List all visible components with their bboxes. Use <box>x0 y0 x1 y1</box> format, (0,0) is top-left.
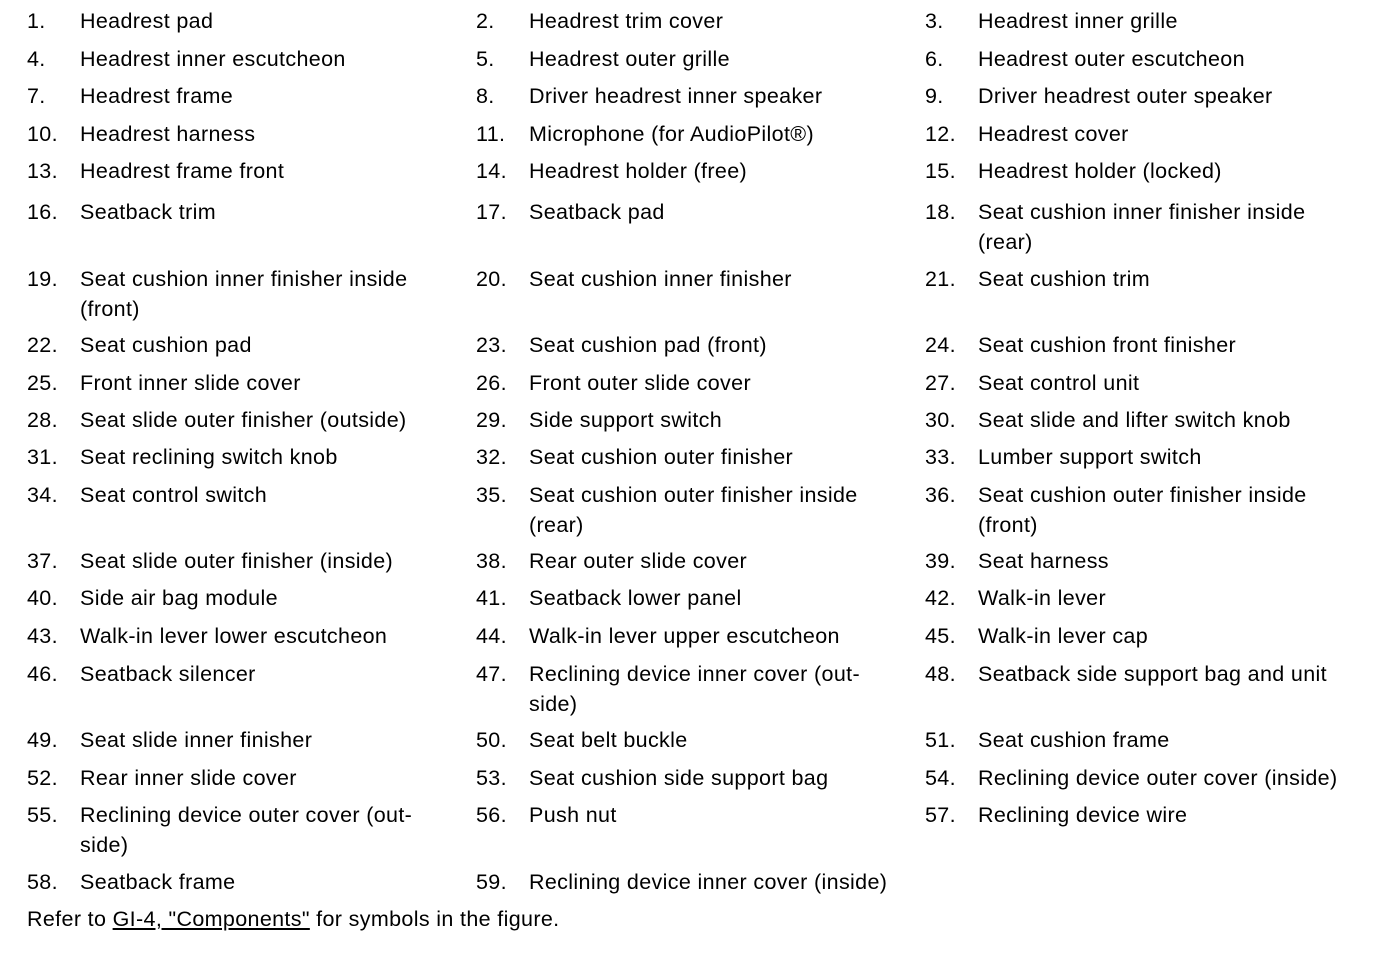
legend-item-number: 2. <box>476 9 495 33</box>
legend-item-number: 54. <box>925 766 956 790</box>
legend-item-number: 46. <box>27 662 58 686</box>
legend-item-number: 7. <box>27 84 46 108</box>
legend-item-number: 4. <box>27 47 46 71</box>
legend-item-label: Driver headrest outer speaker <box>978 84 1273 108</box>
legend-item-label: Reclining device inner cover (inside) <box>529 870 888 894</box>
legend-item-label: Walk-in lever <box>978 586 1106 610</box>
legend-item-number: 35. <box>476 483 507 507</box>
legend-item-number: 20. <box>476 267 507 291</box>
legend-item-label: Front inner slide cover <box>80 371 301 395</box>
legend-item-number: 41. <box>476 586 507 610</box>
legend-item-number: 52. <box>27 766 58 790</box>
legend-item-label: Seat cushion inner finisher inside (front) <box>80 267 408 321</box>
legend-item-label: Seatback side support bag and unit <box>978 662 1327 686</box>
legend-item-number: 38. <box>476 549 507 573</box>
legend-item-label: Front outer slide cover <box>529 371 751 395</box>
legend-item-label: Seat slide inner finisher <box>80 728 313 752</box>
legend-item-label: Microphone (for AudioPilot®) <box>529 122 814 146</box>
legend-item-label: Headrest pad <box>80 9 214 33</box>
legend-item-number: 28. <box>27 408 58 432</box>
legend-item-label: Seat harness <box>978 549 1109 573</box>
legend-item-number: 22. <box>27 333 58 357</box>
legend-item-label: Seat belt buckle <box>529 728 688 752</box>
legend-item-number: 25. <box>27 371 58 395</box>
legend-item-number: 58. <box>27 870 58 894</box>
legend-item-number: 31. <box>27 445 58 469</box>
legend-item-number: 14. <box>476 159 507 183</box>
legend-item-label: Seat cushion outer finisher inside (front) <box>978 483 1307 537</box>
legend-item-label: Seatback trim <box>80 200 216 224</box>
legend-item-label: Reclining device wire <box>978 803 1188 827</box>
legend-item-number: 23. <box>476 333 507 357</box>
legend-item-number: 15. <box>925 159 956 183</box>
legend-item-label: Headrest outer grille <box>529 47 730 71</box>
legend-item-number: 32. <box>476 445 507 469</box>
legend-item-number: 57. <box>925 803 956 827</box>
legend-item-number: 29. <box>476 408 507 432</box>
legend-item-number: 33. <box>925 445 956 469</box>
legend-item-label: Headrest cover <box>978 122 1129 146</box>
legend-item-label: Headrest trim cover <box>529 9 724 33</box>
legend-item-number: 11. <box>476 122 506 146</box>
legend-item-number: 55. <box>27 803 58 827</box>
legend-item-label: Seat cushion trim <box>978 267 1151 291</box>
legend-item-number: 21. <box>925 267 956 291</box>
legend-item-label: Seat reclining switch knob <box>80 445 338 469</box>
legend-item-number: 42. <box>925 586 956 610</box>
legend-item-number: 40. <box>27 586 58 610</box>
legend-item-label: Side air bag module <box>80 586 278 610</box>
legend-item-label: Side support switch <box>529 408 723 432</box>
legend-item-number: 26. <box>476 371 507 395</box>
legend-item-label: Seat cushion front finisher <box>978 333 1237 357</box>
legend-item-number: 39. <box>925 549 956 573</box>
legend-item-label: Seat cushion pad <box>80 333 252 357</box>
legend-item-label: Seat control unit <box>978 371 1140 395</box>
legend-item-number: 5. <box>476 47 495 71</box>
legend-item-label: Seat cushion inner finisher <box>529 267 792 291</box>
legend-item-label: Seat cushion side support bag <box>529 766 829 790</box>
legend-item-number: 10. <box>27 122 58 146</box>
legend-item-label: Push nut <box>529 803 617 827</box>
legend-item-number: 13. <box>27 159 58 183</box>
legend-item-label: Seat slide outer finisher (outside) <box>80 408 407 432</box>
legend-item-label: Seatback pad <box>529 200 665 224</box>
legend-item-number: 34. <box>27 483 58 507</box>
legend-item-number: 59. <box>476 870 507 894</box>
legend-item-number: 1. <box>27 9 46 33</box>
legend-item-number: 27. <box>925 371 956 395</box>
legend-item-number: 44. <box>476 624 507 648</box>
legend-item-label: Reclining device inner cover (out- side) <box>529 662 860 716</box>
legend-item-label: Seat cushion outer finisher <box>529 445 794 469</box>
legend-item-number: 19. <box>27 267 58 291</box>
legend-item-label: Headrest frame <box>80 84 234 108</box>
legend-item-label: Seat control switch <box>80 483 268 507</box>
legend-item-label: Headrest frame front <box>80 159 285 183</box>
legend-item-number: 51. <box>925 728 956 752</box>
legend-item-label: Headrest inner escutcheon <box>80 47 346 71</box>
legend-item-number: 6. <box>925 47 944 71</box>
legend-item-number: 3. <box>925 9 944 33</box>
legend-item-label: Lumber support switch <box>978 445 1202 469</box>
legend-item-number: 9. <box>925 84 944 108</box>
legend-item-label: Seatback silencer <box>80 662 256 686</box>
legend-item-label: Headrest harness <box>80 122 256 146</box>
legend-item-label: Walk-in lever upper escutcheon <box>529 624 840 648</box>
legend-item-label: Headrest holder (free) <box>529 159 748 183</box>
legend-item-number: 12. <box>925 122 956 146</box>
legend-item-number: 37. <box>27 549 58 573</box>
legend-item-number: 53. <box>476 766 507 790</box>
legend-item-label: Reclining device outer cover (out- side) <box>80 803 413 857</box>
legend-item-number: 48. <box>925 662 956 686</box>
legend-item-number: 16. <box>27 200 58 224</box>
legend-item-number: 47. <box>476 662 507 686</box>
reference-note-prefix: Refer to <box>27 907 113 931</box>
legend-item-label: Headrest inner grille <box>978 9 1178 33</box>
legend-item-number: 30. <box>925 408 956 432</box>
legend-item-label: Reclining device outer cover (inside) <box>978 766 1338 790</box>
legend-item-label: Walk-in lever lower escutcheon <box>80 624 388 648</box>
legend-item-label: Seat slide and lifter switch knob <box>978 408 1291 432</box>
legend-item-label: Seat slide outer finisher (inside) <box>80 549 394 573</box>
legend-item-label: Seatback frame <box>80 870 236 894</box>
legend-item-label: Seat cushion inner finisher inside (rear) <box>978 200 1306 254</box>
legend-item-number: 24. <box>925 333 956 357</box>
legend-item-number: 17. <box>476 200 507 224</box>
legend-item-number: 36. <box>925 483 956 507</box>
legend-item-label: Rear inner slide cover <box>80 766 297 790</box>
legend-item-number: 8. <box>476 84 495 108</box>
legend-item-number: 50. <box>476 728 507 752</box>
legend-item-label: Seat cushion pad (front) <box>529 333 767 357</box>
legend-item-number: 43. <box>27 624 58 648</box>
legend-item-number: 49. <box>27 728 58 752</box>
legend-item-label: Seat cushion outer finisher inside (rear) <box>529 483 858 537</box>
legend-item-number: 18. <box>925 200 956 224</box>
legend-item-label: Seatback lower panel <box>529 586 742 610</box>
legend-item-label: Headrest outer escutcheon <box>978 47 1245 71</box>
legend-item-label: Rear outer slide cover <box>529 549 748 573</box>
reference-note-suffix: for symbols in the figure. <box>309 907 560 931</box>
reference-note <box>27 904 559 934</box>
legend-item-label: Seat cushion frame <box>978 728 1170 752</box>
legend-item-number: 56. <box>476 803 507 827</box>
legend-item-label: Driver headrest inner speaker <box>529 84 823 108</box>
legend-item-number: 45. <box>925 624 956 648</box>
components-link[interactable]: GI-4, "Components" <box>112 907 310 931</box>
legend-item-label: Headrest holder (locked) <box>978 159 1222 183</box>
legend-item-label: Walk-in lever cap <box>978 624 1149 648</box>
